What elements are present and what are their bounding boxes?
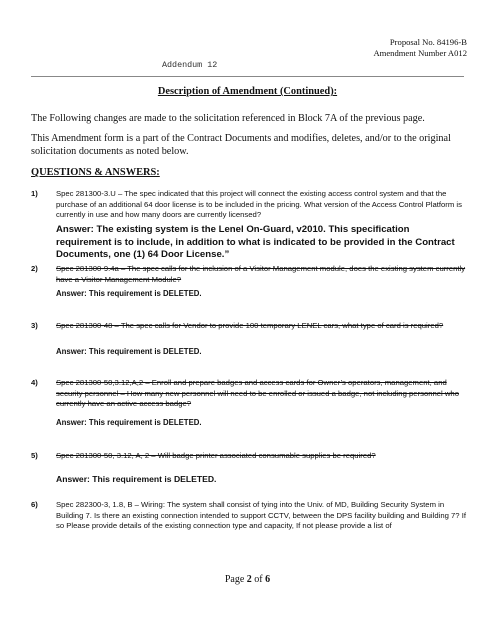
proposal-number: Proposal No. 84196-B — [389, 37, 467, 47]
qa-item-2 — [31, 264, 471, 285]
amendment-number: Amendment Number A012 — [373, 48, 467, 58]
item-number: 3) — [31, 321, 38, 330]
item-2-answer: Answer: This requirement is DELETED. — [56, 289, 202, 298]
item-question: Spec 281300-50, 3.12, A, 2 – Will badge printer associated consumable supplies be required? — [56, 451, 376, 460]
of-word: of — [254, 574, 263, 585]
page-number: 2 — [246, 574, 252, 585]
item-3-answer: Answer: This requirement is DELETED. — [56, 347, 202, 356]
page-title: Description of Amendment (Continued): — [157, 86, 338, 97]
intro-paragraph-1: The Following changes are made to the solicitation referenced in Block 7A of the previous page. — [31, 113, 425, 124]
page-footer — [0, 574, 495, 585]
item-question: Spec 281300-48 – The spec calls for Vendor to provide 100 temporary LENEL cars, what type of card is required? — [56, 321, 444, 330]
page-word: Page — [224, 574, 245, 585]
item-1-answer: Answer: The existing system is the Lenel On-Guard, v2010. This specification requirement is to include, in addition to what is indicated to be provided in the Contract Documents, one (1) 64 Door License.” — [56, 224, 455, 261]
header-divider — [31, 76, 464, 77]
item-question: Spec 282300-3, 1.8, B – Wiring: The system shall consist of tying into the Univ. of MD, Building Security System in Building 7. Is there an existing connection intended to support CCTV, between the DPS facility building and Building 7? If so Please provide details of the existing connection type and capacity, If not please provide a list of — [56, 500, 466, 531]
page-total: 6 — [265, 574, 271, 585]
document-header — [373, 37, 467, 59]
intro-paragraph-2: This Amendment form is a part of the Contract Documents and modifies, deletes, and/or to the original solicitation documents as noted below. — [31, 133, 451, 157]
item-number: 5) — [31, 451, 38, 460]
qa-item-5 — [31, 451, 471, 462]
item-number: 2) — [31, 264, 38, 273]
item-4-answer: Answer: This requirement is DELETED. — [56, 418, 202, 427]
addendum-label: Addendum 12 — [162, 60, 218, 70]
item-number: 6) — [31, 500, 38, 509]
item-question: Spec 281300-9.4a – The spec calls for the inclusion of a Visitor Management module, does the existing system currently have a Visitor Management Module? — [56, 264, 466, 284]
item-question: Spec 281300-3.U – The spec indicated that this project will connect the existing access control system and that the purchase of an additional 64 door license is to be included in the pricing. What version of the Access Control Platform is currently in use and how many doors are currently licensed? — [56, 189, 462, 220]
qa-item-4 — [31, 378, 471, 410]
qa-item-1 — [31, 189, 471, 221]
item-number: 4) — [31, 378, 38, 387]
item-question: Spec 281300-50,3.12,A,2 – Enroll and prepare badges and access cards for Owner’s operators, management, and security personnel – How many new personnel will need to be enrolled or issued a badge, not including personnel who currently have an active access badge? — [56, 378, 459, 409]
qa-item-3 — [31, 321, 471, 332]
qa-heading: QUESTIONS & ANSWERS: — [31, 167, 160, 178]
item-5-answer: Answer: This requirement is DELETED. — [56, 474, 217, 484]
item-number: 1) — [31, 189, 38, 198]
qa-item-6 — [31, 500, 471, 532]
